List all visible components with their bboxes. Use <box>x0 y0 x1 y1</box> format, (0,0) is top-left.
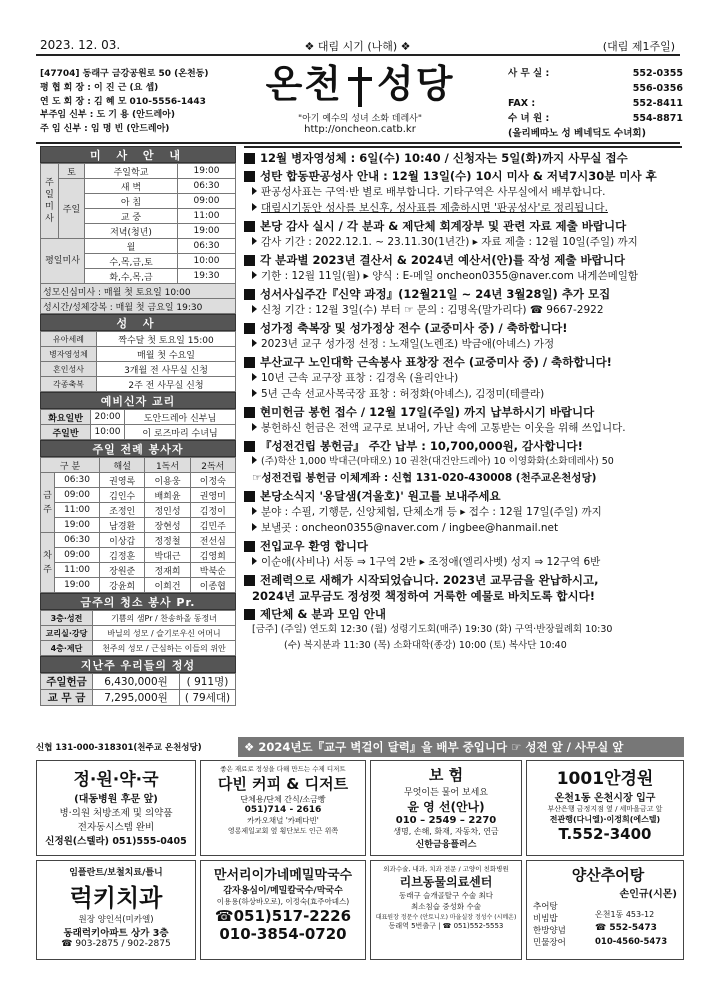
server-name: 김정훈 <box>100 548 145 563</box>
contact-label: FAX : <box>508 98 536 109</box>
ad-optician <box>526 760 684 856</box>
bullet-square-icon <box>244 609 255 620</box>
parish-address: [47704] 동래구 금강공원로 50 (온천동) <box>40 69 209 79</box>
ad-vet <box>370 860 522 960</box>
ad-line: 010 – 2549 – 2270 <box>395 815 497 826</box>
mass-name: 수,목,금,토 <box>85 254 178 269</box>
mass-schedule-table <box>40 163 236 314</box>
notice-line: (수) 복지분과 11:30 (목) 소화대학(종강) 10:00 (토) 복사단 10:40 <box>284 640 567 651</box>
offering-amount: 6,430,000원 <box>93 674 180 690</box>
notice-line: 이순애(사비나) 서동 ⇒ 1구역 2반 ▸ 조정애(엘리사벳) 성지 ⇒ 12구역 6반 <box>261 556 601 568</box>
class-name: 주일반 <box>41 425 91 440</box>
ad-line: 이용용(하상바오로), 이정숙(효주아녜스) <box>216 897 350 906</box>
contact-label: 사 무 실 : <box>508 68 550 79</box>
ad-line: T.552-3400 <box>558 825 652 843</box>
ad-line: 좋은 재료로 정성을 다해 만드는 수제 디저트 <box>220 765 346 773</box>
ad-line: 전자동시스템 완비 <box>77 822 155 833</box>
ad-line: 최소침습 중성화 수술 <box>411 902 481 911</box>
sacrament-info: 매월 첫 수요일 <box>97 347 236 362</box>
notice-line: 2024년 교무금도 정성껏 책정하여 거룩한 예물로 바치도록 합시다! <box>252 589 595 603</box>
notice-item <box>244 438 682 486</box>
ad-line: 무엇이든 물어 보세요 <box>404 788 488 798</box>
left-column <box>40 146 236 706</box>
parish-url[interactable]: http://oncheon.catb.kr <box>304 123 416 135</box>
mass-time: 19:00 <box>178 224 236 239</box>
liturgical-season: ❖ 대림 시기 (나해) ❖ <box>304 40 411 53</box>
server-name: 정인성 <box>145 503 190 518</box>
ad-line: 신정원(스텔라) 051)555-0405 <box>45 836 187 847</box>
offering-kind: 교 무 금 <box>41 690 93 706</box>
bullet-square-icon <box>244 441 255 452</box>
notice-line: 판공성사표는 구역·반 별로 배부합니다. 기타구역은 사무실에서 배부합니다. <box>261 186 606 198</box>
mass-name: 월 <box>85 239 178 254</box>
sunday-mass-label: 주일미사 <box>41 164 59 239</box>
notice-item <box>244 572 682 604</box>
server-name: 김정이 <box>190 503 235 518</box>
mass-name: 아 침 <box>85 194 178 209</box>
ad-line: 동래구 슬개골탈구 수술 최다 <box>398 891 494 900</box>
assistant-priest: 부주임 신부 : 도 기 용 (안드레아) <box>40 110 175 121</box>
parish-council-president: 평 협 회 장 : 이 진 근 (요 셉) <box>40 82 159 93</box>
arrow-icon <box>252 423 257 431</box>
ad-line: ☎051)517-2226 <box>214 907 352 925</box>
notice-line: (주)학산 1,000 박대근(마태오) 10 권찬(대건안드레아) 10 이영화화(소화데레사) 50 <box>261 456 614 467</box>
bullet-square-icon <box>244 255 255 266</box>
notice-title: 본당소식지 '옹달샘(겨울호)' 원고를 보내주세요 <box>260 489 501 503</box>
offering-count: ( 79세대) <box>180 690 236 706</box>
arrow-icon <box>252 523 257 531</box>
arrow-icon <box>252 557 257 565</box>
notice-line: 봉헌하신 헌금은 전액 교구로 보내어, 가난 속에 고통받는 이웃을 위해 쓰입니다. <box>261 422 626 434</box>
notice-item <box>244 538 682 570</box>
server-name: 이종협 <box>190 578 235 593</box>
ad-dental <box>36 860 196 960</box>
notice-title: 성서사십주간『신약 과정』(12월21일 ~ 24년 3월28일) 추가 모집 <box>260 287 611 301</box>
parish-account: 신협 131-000-318301(천주교 온천성당) <box>36 743 202 753</box>
notice-line: 5년 근속 선교사목국장 표창 : 허정화(아녜스), 김정미(테클라) <box>261 388 545 400</box>
sacrament-table <box>40 331 236 392</box>
notice-line: 분야 : 수필, 기행문, 신앙체험, 단체소개 등 ▸ 접수 : 12월 17일(주일) 까지 <box>261 506 602 518</box>
ad-title: 만서리이가네메밀막국수 <box>213 868 353 883</box>
mass-time: 06:30 <box>178 239 236 254</box>
patron-saint: "아기 예수의 성녀 소화 데레사" <box>297 113 423 124</box>
server-time: 09:00 <box>55 488 100 503</box>
notice-item <box>244 168 682 216</box>
parish-prayer-president: 연 도 회 장 : 김 혜 모 010-5556-1443 <box>40 96 206 107</box>
arrow-icon <box>252 507 257 515</box>
notice-item <box>244 252 682 284</box>
liturgical-week: (대림 제1주일) <box>602 40 675 53</box>
offering-kind: 주일헌금 <box>41 674 93 690</box>
arrow-icon <box>252 339 257 347</box>
class-teacher: 이 로즈마리 수녀님 <box>125 425 236 440</box>
notice-title: 현미헌금 봉헌 접수 / 12월 17일(주일) 까지 납부하시기 바랍니다 <box>260 405 595 419</box>
ad-line: 010-3854-0720 <box>219 925 347 943</box>
server-name: 정재희 <box>145 563 190 578</box>
ad-line: 동래럭키아파트 상가 3층 <box>63 928 169 939</box>
servers-table <box>40 457 236 593</box>
ad-line: 한방양념 <box>533 926 566 936</box>
mass-day: 주일 <box>59 179 85 239</box>
parish-info <box>40 68 250 137</box>
server-name: 이정숙 <box>190 473 235 488</box>
ad-title: 럭키치과 <box>69 884 163 912</box>
ad-line: 051)714 - 2616 <box>244 805 322 815</box>
contact-label: 수 녀 원 : <box>508 113 550 124</box>
ad-line: 원장 양인석(미카엘) <box>78 915 154 925</box>
ad-line: 부산은행 금정지점 옆 / 세마을금고 앞 <box>547 805 663 813</box>
ad-insurance <box>370 760 522 856</box>
ad-line: 010-4560-5473 <box>595 937 668 947</box>
ad-line: 단체용/단체 간식/소금빵 <box>240 795 326 804</box>
server-time: 19:00 <box>55 518 100 533</box>
ad-line: 윤 영 선(안나) <box>407 800 485 814</box>
mass-name: 저녁(청년) <box>85 224 178 239</box>
server-name: 박대근 <box>145 548 190 563</box>
mass-time: 19:00 <box>178 164 236 179</box>
notice-item <box>244 320 682 352</box>
offering-amount: 7,295,000원 <box>93 690 180 706</box>
ad-line: ☎ 552-5473 <box>595 923 657 933</box>
class-time: 10:00 <box>91 425 125 440</box>
ad-line: (대동병원 후문 앞) <box>74 794 158 805</box>
parish-contacts <box>508 66 683 141</box>
contact-value: 552-8411 <box>632 98 683 109</box>
contact-value: 556-0356 <box>632 83 683 94</box>
ad-cafe <box>200 760 366 856</box>
ad-line: 생명, 손해, 화재, 자동차, 연금 <box>393 827 499 836</box>
ad-restaurant <box>526 860 684 960</box>
notice-title: 전례력으로 새해가 시작되었습니다. 2023년 교무금을 완납하시고, <box>260 573 599 587</box>
servers-head: 구 분 <box>41 458 100 473</box>
notice-line: [금주] (주일) 연도회 12:30 (월) 성령기도회(매주) 19:30 (화) 구역·반장월례회 10:30 <box>252 624 613 635</box>
notice-line: 신청 기간 : 12월 3일(수) 부터 ☞ 문의 : 김명옥(말가리다) ☎ 9667-2922 <box>261 304 604 316</box>
mass-time: 11:00 <box>178 209 236 224</box>
ad-title: 다빈 커피 & 디저트 <box>217 775 349 793</box>
cleaning-title: 금주의 청소 봉사 Pr. <box>40 593 236 610</box>
server-name: 배희윤 <box>145 488 190 503</box>
arrow-icon <box>252 389 257 397</box>
notice-line: 대림시기동안 성사를 보신후, 성사표를 제출하시면 '판공성사'로 정리됩니다. <box>261 202 608 214</box>
server-name: 김영희 <box>190 548 235 563</box>
notice-line: 2023년 교구 성가정 선정 : 노재일(노렌조) 박금애(아녜스) 가정 <box>261 338 555 350</box>
holy-hour: 성시간/성체강복 : 매월 첫 금요일 19:30 <box>41 299 236 314</box>
arrow-icon <box>252 271 257 279</box>
ad-line: 손인규(시몬) <box>619 889 677 900</box>
arrow-icon <box>252 373 257 381</box>
ad-line: 임플란트/보철치료/틀니 <box>69 868 163 878</box>
offering-title: 지난주 우리들의 정성 <box>40 656 236 673</box>
ad-line: 영롱제일교회 옆 횡단보도 인근 위쪽 <box>227 827 339 835</box>
mass-day: 토 <box>59 164 85 179</box>
notices <box>244 146 682 656</box>
sacrament-name: 각종축복 <box>41 377 97 392</box>
bullet-square-icon <box>244 171 255 182</box>
parish-logo <box>262 62 458 135</box>
bullet-square-icon <box>244 221 255 232</box>
server-name: 강윤희 <box>100 578 145 593</box>
contact-value: 554-8871 <box>632 113 683 124</box>
ad-title: 리브동물의료센터 <box>399 875 493 889</box>
ad-pharmacy <box>36 760 196 856</box>
cleaning-area: 교리실·강당 <box>41 626 93 641</box>
sacrament-name: 유아세례 <box>41 332 97 347</box>
server-name: 김인수 <box>100 488 145 503</box>
cleaning-table <box>40 610 236 656</box>
server-name: 권영미 <box>190 488 235 503</box>
cleaning-area: 4층·제단 <box>41 641 93 656</box>
server-name: 장원준 <box>100 563 145 578</box>
server-time: 06:30 <box>55 473 100 488</box>
bulletin-date: 2023. 12. 03. <box>40 38 121 52</box>
arrow-icon <box>252 203 257 211</box>
mass-name: 화,수,목,금 <box>85 269 178 284</box>
mass-name: 주일학교 <box>85 164 178 179</box>
mass-time: 06:30 <box>178 179 236 194</box>
ad-line: 동래역 5번출구 | ☎ 051)552-5553 <box>388 922 504 930</box>
server-time: 09:00 <box>55 548 100 563</box>
mass-schedule-title: 미 사 안 내 <box>40 146 236 163</box>
bullet-square-icon <box>244 323 255 334</box>
arrow-icon <box>252 456 257 464</box>
server-name: 박북순 <box>190 563 235 578</box>
mass-time: 10:00 <box>178 254 236 269</box>
notice-line: ☞성전건립 봉헌금 이체계좌 : 신협 131-020-430008 (천주교온천성당) <box>252 472 597 484</box>
server-name: 장현성 <box>145 518 190 533</box>
notice-title: 성탄 합동판공성사 안내 : 12월 13일(수) 10시 미사 & 저녁7시30분 미사 후 <box>260 169 657 183</box>
ad-line: 민물장어 <box>533 938 566 948</box>
ad-line: 신한금융플러스 <box>415 840 477 850</box>
server-name: 전선심 <box>190 533 235 548</box>
cleaning-group: 바닐의 성모 / 슬기로우신 어머니 <box>93 626 236 641</box>
notice-item <box>244 286 682 318</box>
pastor: 주 임 신부 : 임 명 빈 (안드레아) <box>40 124 170 135</box>
marian-mass: 성모신심미사 : 매월 첫 토요일 10:00 <box>41 284 236 299</box>
notice-item <box>244 404 682 436</box>
server-name: 김민주 <box>190 518 235 533</box>
notice-item <box>244 606 682 654</box>
server-time: 11:00 <box>55 503 100 518</box>
next-week-label: 차주 <box>41 533 55 593</box>
notice-title: 본당 감사 실시 / 각 분과 & 제단체 회계장부 및 관련 자료 제출 바랍니다 <box>260 219 627 233</box>
ad-line: 비빔밥 <box>533 914 558 924</box>
top-rule <box>36 54 680 56</box>
arrow-icon <box>252 305 257 313</box>
notice-item <box>244 354 682 402</box>
notice-line: 기한 : 12월 11일(월) ▸ 양식 : E-메일 oncheon0355@naver.com 내게쓴메일함 <box>261 270 639 282</box>
server-time: 06:30 <box>55 533 100 548</box>
servers-title: 주일 전례 봉사자 <box>40 440 236 457</box>
weekday-mass-label: 평일미사 <box>41 239 85 284</box>
contact-label: (올리베따노 성 베네딕도 수녀회) <box>508 128 646 139</box>
server-name: 이희건 <box>145 578 190 593</box>
sacrament-info: 2주 전 사무실 신청 <box>97 377 236 392</box>
ad-line: 전관행(다니엘)·이정희(에스텔) <box>549 815 661 824</box>
arrow-icon <box>252 237 257 245</box>
notice-line: 감사 기간 : 2022.12.1. ~ 23.11.30(1년간) ▸ 자료 제출 : 12월 10일(주일) 까지 <box>261 236 638 248</box>
catechumen-table <box>40 409 236 440</box>
ad-noodle <box>200 860 366 960</box>
notice-item <box>244 146 682 166</box>
bullet-square-icon <box>244 357 255 368</box>
ad-line: 외과수술, 내과, 치과 전문 / 고양이 친화병원 <box>383 865 509 873</box>
ad-title: 양산추어탕 <box>571 866 645 884</box>
notice-title: 각 분과별 2023년 결산서 & 2024년 예산서(안)를 작성 제출 바랍니다 <box>260 253 625 267</box>
class-name: 화요일반 <box>41 410 91 425</box>
catechumen-title: 예비신자 교리 <box>40 392 236 409</box>
server-time: 19:00 <box>55 578 100 593</box>
cleaning-group: 천주의 성모 / 근심하는 이들의 위안 <box>93 641 236 656</box>
sacrament-name: 혼인성사 <box>41 362 97 377</box>
ad-line: 감자옹심이/메밀칼국수/막국수 <box>223 886 343 896</box>
header-rule <box>36 142 680 144</box>
offering-count: ( 911명) <box>180 674 236 690</box>
contact-value: 552-0355 <box>632 68 683 79</box>
notice-line[interactable]: 보낼곳 : oncheon0355@naver.com / ingbee@hanmail.net <box>261 522 559 534</box>
cleaning-area: 3층·성전 <box>41 611 93 626</box>
notice-title: 제단체 & 분과 모임 안내 <box>260 607 387 621</box>
calendar-banner: ❖ 2024년도『교구 벽걸이 달력』을 배부 중입니다 ☞ 성전 앞 / 사무실 앞 <box>238 737 684 757</box>
mass-time: 19:30 <box>178 269 236 284</box>
bullet-square-icon <box>244 407 255 418</box>
ad-line: 카카오채널 '카페다빈' <box>247 816 319 825</box>
bullet-square-icon <box>244 153 255 164</box>
bullet-square-icon <box>244 541 255 552</box>
notice-line: 10년 근속 교구장 표창 : 김경옥 (율리안나) <box>261 372 459 384</box>
ad-line: 병·의원 처방조제 및 의약품 <box>59 808 173 819</box>
this-week-label: 금주 <box>41 473 55 533</box>
bullet-square-icon <box>244 491 255 502</box>
notice-title: 12월 병자영성체 : 6일(수) 10:40 / 신청자는 5일(화)까지 사무실 접수 <box>260 151 628 165</box>
server-name: 조정인 <box>100 503 145 518</box>
class-time: 20:00 <box>91 410 125 425</box>
server-name: 남경환 <box>100 518 145 533</box>
servers-head: 해설 <box>100 458 145 473</box>
ad-line: 대표원장 정문수 (안토니오) 마을실장 정성수 (시메온) <box>375 914 517 921</box>
sacrament-name: 병자영성체 <box>41 347 97 362</box>
ad-title: 1001안경원 <box>556 769 654 789</box>
ad-line: ☎ 903-2875 / 902-2875 <box>61 939 171 949</box>
server-name: 이용웅 <box>145 473 190 488</box>
offering-table <box>40 673 236 706</box>
server-name: 이상갑 <box>100 533 145 548</box>
notice-title: 전입교우 환영 합니다 <box>260 539 368 553</box>
server-name: 정정철 <box>145 533 190 548</box>
ad-line: 온천1동 453-12 <box>595 910 655 919</box>
bullet-square-icon <box>244 575 255 586</box>
bullet-square-icon <box>244 289 255 300</box>
mass-time: 09:00 <box>178 194 236 209</box>
arrow-icon <box>252 187 257 195</box>
server-name: 권영록 <box>100 473 145 488</box>
servers-head: 2독서 <box>190 458 235 473</box>
notice-item <box>244 218 682 250</box>
sacrament-info: 3개월 전 사무실 신청 <box>97 362 236 377</box>
cleaning-group: 기쁨의 샘Pr / 찬송하올 동정녀 <box>93 611 236 626</box>
sacrament-title: 성 사 <box>40 314 236 331</box>
cross-icon <box>343 65 377 109</box>
ad-title: 보 험 <box>428 766 464 784</box>
mass-name: 새 벽 <box>85 179 178 194</box>
notice-title: 부산교구 노인대학 근속봉사 표창장 전수 (교중미사 중) / 축하합니다! <box>260 355 612 369</box>
mass-name: 교 중 <box>85 209 178 224</box>
server-time: 11:00 <box>55 563 100 578</box>
notice-item <box>244 488 682 536</box>
class-teacher: 도안드레아 신부님 <box>125 410 236 425</box>
servers-head: 1독서 <box>145 458 190 473</box>
notice-title: 『성전건립 봉헌금』 주간 납부 : 10,700,000원, 감사합니다! <box>260 439 583 453</box>
ad-line: 추어탕 <box>533 902 558 912</box>
ad-line: 온천1동 온천시장 입구 <box>554 793 656 804</box>
logo-title-left: 온천 <box>265 62 343 106</box>
notice-title: 성가정 축복장 및 성가정상 전수 (교중미사 중) / 축하합니다! <box>260 321 568 335</box>
logo-title-right: 성당 <box>377 62 455 106</box>
sacrament-info: 짝수달 첫 토요일 15:00 <box>97 332 236 347</box>
ad-title: 정·원·약·국 <box>73 770 159 790</box>
